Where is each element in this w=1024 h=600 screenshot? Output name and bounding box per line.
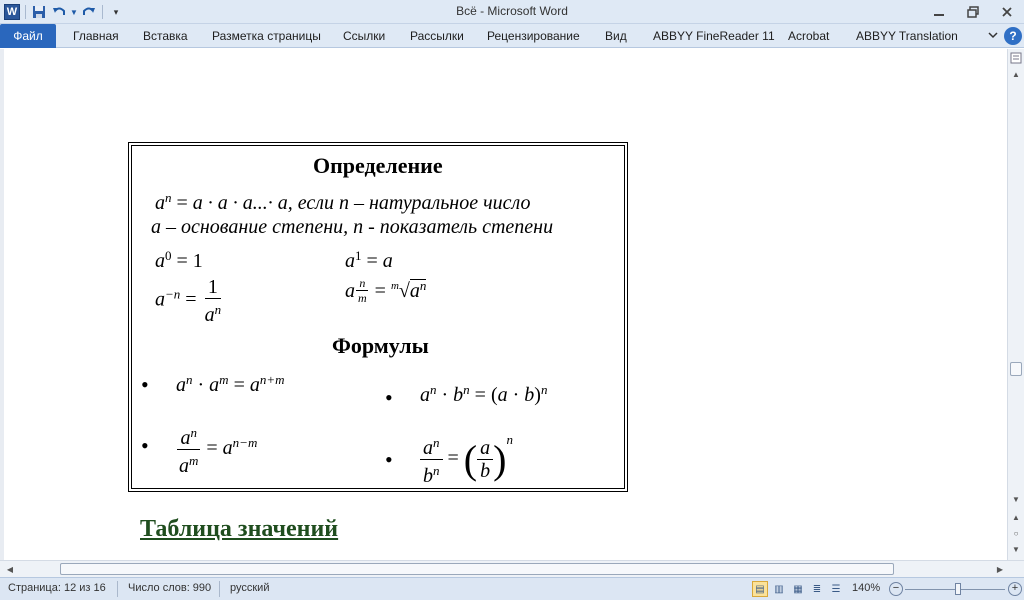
status-separator — [117, 581, 118, 597]
zoom-level[interactable]: 140% — [852, 582, 881, 594]
vertical-scrollbar[interactable] — [1007, 49, 1024, 560]
print-layout-icon[interactable]: ▤ — [752, 581, 768, 597]
web-layout-icon[interactable]: ▦ — [793, 583, 803, 595]
definition-heading: Определение — [313, 153, 443, 178]
full-screen-reading-icon[interactable]: ▥ — [774, 583, 784, 595]
page-count[interactable]: Страница: 12 из 16 — [8, 582, 106, 594]
base-exponent-line: a – основание степени, n - показатель степени — [151, 216, 554, 238]
status-bar — [0, 577, 1024, 600]
table-of-values-heading: Таблица значений — [140, 516, 339, 542]
scroll-down-icon[interactable]: ▼ — [1012, 494, 1020, 504]
window-controls — [922, 0, 1024, 24]
bullet: • — [385, 447, 393, 472]
tab-references[interactable]: Ссылки — [343, 29, 386, 43]
formula-first-power: $a^1 = a$ — [345, 248, 393, 272]
outline-view-icon[interactable]: ≣ — [812, 583, 822, 595]
horizontal-scrollbar[interactable] — [0, 560, 1024, 577]
customize-qat-icon[interactable]: ▾ — [113, 6, 119, 17]
tab-abbyy-finereader[interactable]: ABBYY FineReader 11 — [653, 29, 775, 43]
tab-acrobat[interactable]: Acrobat — [788, 29, 830, 43]
help-icon[interactable]: ? — [1004, 27, 1022, 45]
formula-product-same-exponent: $a^n \cdot b^n = (a \cdot b)^n$ — [420, 382, 548, 406]
scroll-left-icon[interactable]: ◀ — [6, 564, 14, 574]
previous-page-icon[interactable]: ▲ — [1012, 512, 1020, 522]
minimize-ribbon-icon[interactable] — [988, 31, 998, 42]
formulas-heading: Формулы — [332, 333, 429, 358]
zoom-in-icon[interactable]: + — [1008, 582, 1022, 596]
ribbon-tab-bar — [0, 24, 1024, 48]
formula-quotient-same-exponent: $\frac{a^n}{b^n}$ = ( $\frac{a}{b}$ )$^n$ — [420, 432, 513, 487]
browse-object-icon[interactable]: ○ — [1013, 528, 1019, 538]
tab-view[interactable]: Вид — [605, 29, 627, 43]
horizontal-scroll-thumb[interactable] — [60, 563, 894, 575]
formula-product-same-base: $a^n \cdot a^m = a^{n+m}$ — [176, 372, 285, 396]
formula-negative-power: $a^{-n}$ = $\frac{1}{a^n}$ — [155, 276, 222, 326]
tab-file[interactable]: Файл — [0, 24, 56, 48]
restore-icon[interactable] — [956, 0, 990, 24]
draft-view-icon[interactable]: ☰ — [831, 583, 841, 595]
formula-quotient-same-base: $\frac{a^n}{a^m}$ = $a^{n-m}$ — [176, 422, 257, 477]
window-title: Всё - Microsoft Word — [456, 4, 568, 18]
tab-review[interactable]: Рецензирование — [487, 29, 580, 43]
definition-formula: $a^n = a \cdot a \cdot a...\cdot a$, если n – натуральное число — [155, 190, 531, 214]
vertical-scroll-thumb[interactable] — [1010, 362, 1022, 376]
formula-fractional-power: a $\frac{n}{m}$ = $^m√a^n$ — [345, 276, 427, 305]
zoom-out-icon[interactable]: − — [889, 582, 903, 596]
tab-abbyy-translation[interactable]: ABBYY Translation — [856, 29, 958, 43]
word-app-icon[interactable]: W — [2, 2, 22, 22]
close-icon[interactable] — [990, 0, 1024, 24]
scroll-right-icon[interactable]: ▶ — [996, 564, 1004, 574]
bullet: • — [141, 433, 149, 458]
language[interactable]: русский — [230, 582, 270, 594]
minimize-icon[interactable] — [922, 0, 956, 24]
tab-page-layout[interactable]: Разметка страницы — [212, 29, 321, 43]
undo-dropdown-icon[interactable]: ▼ — [70, 7, 78, 17]
bullet: • — [385, 385, 393, 410]
definition-text: , если n – натуральное число — [287, 192, 531, 214]
tab-mailings[interactable]: Рассылки — [410, 29, 464, 43]
zoom-slider-thumb[interactable] — [955, 583, 961, 595]
tab-insert[interactable]: Вставка — [143, 29, 188, 43]
bullet: • — [141, 372, 149, 397]
status-separator — [219, 581, 220, 597]
next-page-icon[interactable]: ▼ — [1012, 544, 1020, 554]
ruler-toggle-icon[interactable] — [1008, 51, 1024, 65]
title-bar — [0, 0, 1024, 24]
word-count[interactable]: Число слов: 990 — [128, 582, 212, 594]
tab-home[interactable]: Главная — [73, 29, 119, 43]
ribbon-right-controls — [988, 26, 1022, 46]
formula-zero-power: $a^0 = 1$ — [155, 248, 203, 272]
scroll-up-icon[interactable]: ▲ — [1012, 69, 1020, 79]
